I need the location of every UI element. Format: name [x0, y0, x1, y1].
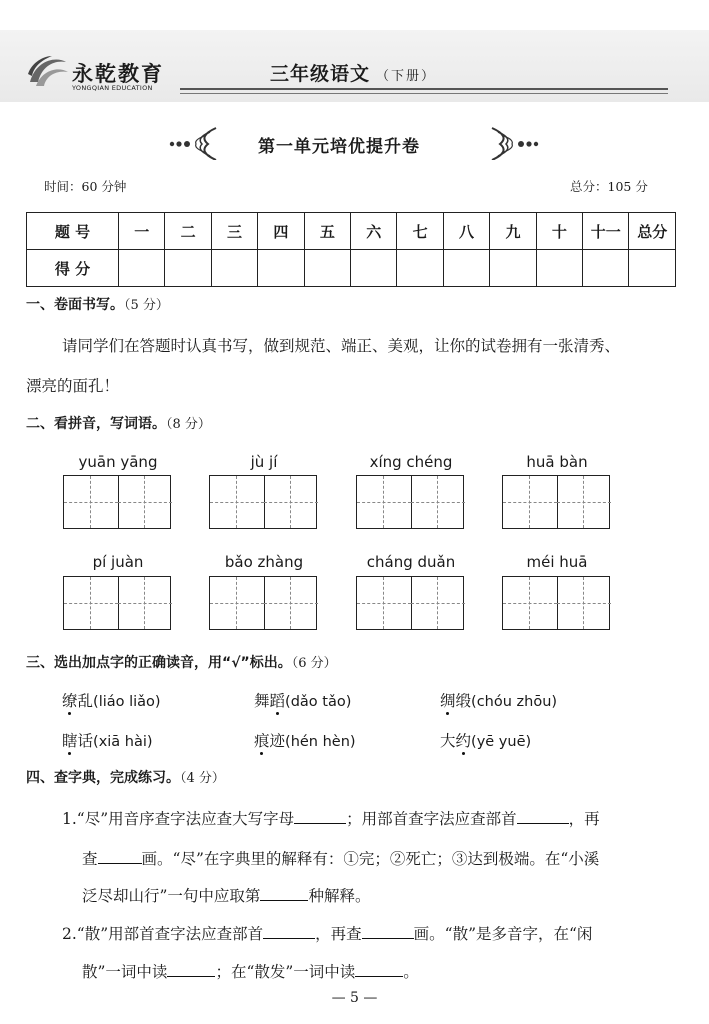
pinyin-label: pí juàn [92, 553, 144, 571]
brand-name: 永乾教育 [72, 61, 164, 86]
right-ornament-icon [480, 126, 540, 160]
answer-blank[interactable] [167, 962, 215, 977]
time-label: 时间：60 分钟 [44, 179, 127, 194]
pinyin-label: bǎo zhàng [224, 553, 304, 571]
section-1-title: 一、卷面书写。（5 分） [26, 297, 169, 313]
score-cell[interactable] [304, 250, 350, 287]
pinyin-label: xíng chéng [369, 453, 453, 471]
pinyin-label: cháng duǎn [366, 553, 456, 571]
score-cell[interactable] [119, 250, 165, 287]
header-cell: 十一 [583, 213, 629, 250]
reading-item: 缭乱(liáo liǎo) [62, 692, 161, 710]
question-1-line1: 1.“尽”用音序查字法应查大写字母 ；用部首查字法应查部首 ，再 [62, 810, 600, 828]
score-cell[interactable] [583, 250, 629, 287]
left-ornament-icon [168, 126, 228, 160]
score-table [26, 212, 676, 287]
question-1-line3: 泛尽却山行”一句中应取第 种解释。 [82, 887, 371, 905]
section-1-text-line2: 漂亮的面孔！ [26, 377, 120, 395]
section-2-title: 二、看拼音，写词语。（8 分） [26, 416, 211, 432]
writing-grid[interactable] [63, 576, 171, 630]
brand-logo-icon [26, 52, 70, 92]
score-table-header-row [27, 213, 676, 250]
header-cell: 十 [536, 213, 582, 250]
reading-item: 舞蹈(dǎo tǎo) [254, 692, 352, 710]
score-cell[interactable] [397, 250, 443, 287]
writing-grid[interactable] [209, 576, 317, 630]
unit-title: 第一单元培优提升卷 [258, 137, 420, 157]
answer-blank[interactable] [355, 962, 403, 977]
score-cell[interactable] [629, 250, 676, 287]
question-2-line1: 2.“散”用部首查字法应查部首 ，再查 画。“散”是多音字，在“闲 [62, 925, 593, 943]
score-cell[interactable] [443, 250, 489, 287]
score-row-label: 得 分 [27, 250, 119, 287]
answer-blank[interactable] [362, 924, 414, 939]
brand-name-en: YONGQIAN EDUCATION [72, 84, 153, 92]
header-rule-thin [180, 93, 668, 94]
score-cell[interactable] [536, 250, 582, 287]
writing-grid[interactable] [356, 576, 464, 630]
header-cell: 三 [211, 213, 257, 250]
score-cell[interactable] [211, 250, 257, 287]
header-cell: 一 [119, 213, 165, 250]
reading-item: 绸缎(chóu zhōu) [440, 692, 558, 710]
section-4-title: 四、查字典，完成练习。（4 分） [26, 770, 225, 786]
reading-item: 痕迹(hén hèn) [254, 732, 356, 750]
score-cell[interactable] [351, 250, 397, 287]
pinyin-label: jù jí [250, 453, 278, 471]
header-cell: 五 [304, 213, 350, 250]
header-rule [180, 88, 668, 90]
answer-blank[interactable] [260, 886, 308, 901]
header-cell: 二 [165, 213, 211, 250]
header-cell: 八 [443, 213, 489, 250]
section-1-text-line1: 请同学们在答题时认真书写，做到规范、端正、美观，让你的试卷拥有一张清秀、 [62, 337, 621, 355]
answer-blank[interactable] [98, 849, 142, 864]
pinyin-label: huā bàn [526, 453, 588, 471]
section-3-title: 三、选出加点字的正确读音，用“√”标出。（6 分） [26, 655, 337, 671]
question-2-line2: 散”一词中读 ；在“散发”一词中读 。 [82, 963, 419, 981]
header-cell: 六 [351, 213, 397, 250]
header-cell: 总分 [629, 213, 676, 250]
question-1-line2: 查 画。“尽”在字典里的解释有：①完；②死亡；③达到极端。在“小溪 [82, 850, 600, 868]
header-cell: 七 [397, 213, 443, 250]
score-table-score-row [27, 250, 676, 287]
reading-item: 瞎话(xiā hài) [62, 732, 153, 750]
pinyin-label: méi huā [526, 553, 588, 571]
answer-blank[interactable] [263, 924, 315, 939]
writing-grid[interactable] [502, 475, 610, 529]
writing-grid[interactable] [356, 475, 464, 529]
score-cell[interactable] [258, 250, 304, 287]
header-cell: 题 号 [27, 213, 119, 250]
answer-blank[interactable] [517, 809, 569, 824]
header-cell: 四 [258, 213, 304, 250]
header-cell: 九 [490, 213, 536, 250]
answer-blank[interactable] [294, 809, 346, 824]
writing-grid[interactable] [502, 576, 610, 630]
page-number: — 5 — [331, 990, 378, 1006]
reading-item: 大约(yē yuē) [440, 732, 532, 750]
writing-grid[interactable] [209, 475, 317, 529]
writing-grid[interactable] [63, 475, 171, 529]
score-cell[interactable] [490, 250, 536, 287]
book-title: 三年级语文 （下册） [270, 63, 437, 85]
pinyin-label: yuān yāng [78, 453, 158, 471]
total-score-label: 总分：105 分 [570, 179, 648, 194]
score-cell[interactable] [165, 250, 211, 287]
